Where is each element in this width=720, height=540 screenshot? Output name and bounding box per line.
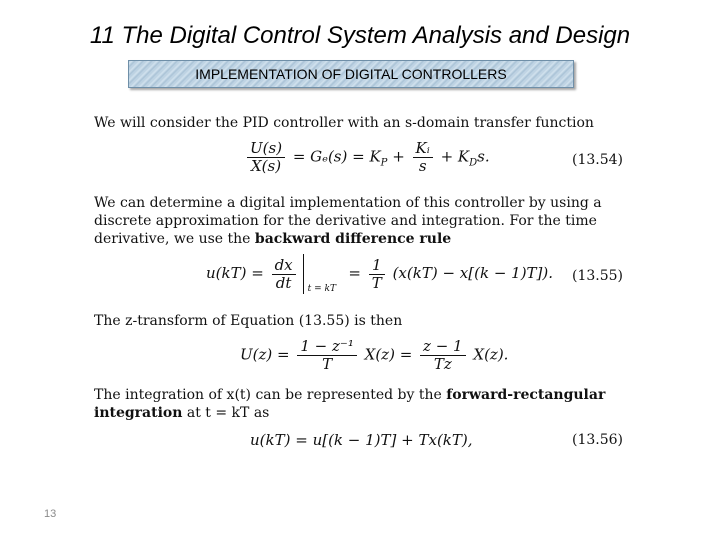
subscript-d: D: [469, 157, 478, 169]
fraction-numerator: Kᵢ: [413, 140, 433, 158]
slide-title: 11 The Digital Control System Analysis and Design: [89, 22, 631, 49]
fraction-1-minus-zinv-over-t: [297, 338, 356, 373]
page-number: 13: [44, 508, 57, 520]
equation-13-55: [206, 254, 553, 294]
equals-sign: =: [348, 264, 361, 282]
fraction-us-xs: [247, 140, 285, 175]
equation-z-transform: [240, 338, 508, 373]
section-banner: IMPLEMENTATION OF DIGITAL CONTROLLERS: [128, 60, 574, 88]
equation-number-13-56: (13.56): [572, 432, 624, 448]
paragraph-text-end: at t = kT as: [182, 405, 270, 421]
fraction-numerator: U(s): [247, 140, 285, 158]
equation-number-13-54: (13.54): [572, 152, 624, 168]
paragraph-z-transform: The z-transform of Equation (13.55) is then: [94, 313, 403, 329]
equation-lhs: u(kT) =: [206, 264, 264, 282]
fraction-numerator: 1 − z⁻¹: [297, 338, 356, 356]
fraction-denominator: Tz: [433, 355, 452, 373]
equation-kd: + K: [440, 147, 470, 166]
paragraph-text: The integration of x(t) can be represented by the: [94, 387, 447, 403]
bold-term-forward-rectangular: forward-rectangular integration: [94, 387, 606, 421]
equation-13-54: [244, 140, 490, 175]
fraction-numerator: 1: [369, 257, 385, 275]
fraction-denominator: T: [322, 355, 333, 373]
paragraph-text: We can determine a digital implementation of this controller by using a discrete approximation for the derivative and integration. For the time derivative, we use the: [94, 195, 602, 247]
equation-rhs: (x(kT) − x[(k − 1)T]).: [392, 264, 554, 282]
fraction-1-t: [369, 257, 385, 292]
fraction-denominator: X(s): [250, 157, 282, 175]
fraction-z-minus-1-over-tz: [420, 338, 466, 373]
fraction-numerator: dx: [272, 257, 296, 275]
fraction-numerator: z − 1: [420, 338, 466, 356]
evaluation-bar: [303, 254, 344, 294]
fraction-denominator: T: [371, 273, 382, 292]
equation-mid: X(z) =: [364, 345, 413, 364]
plus-sign: +: [392, 147, 405, 166]
equation-mid: = Gₑ(s) = K: [292, 147, 381, 166]
equation-lhs: U(z) =: [240, 345, 290, 364]
paragraph-digital-implementation: [94, 194, 634, 248]
fraction-dx-dt: [272, 257, 296, 292]
bold-term-backward-difference: backward difference rule: [254, 231, 452, 247]
paragraph-integration: [94, 386, 634, 422]
fraction-denominator: s: [418, 157, 427, 175]
fraction-ki-s: [413, 140, 433, 175]
equation-13-56: u(kT) = u[(k − 1)T] + Tx(kT),: [250, 431, 473, 449]
paragraph-intro: We will consider the PID controller with an s-domain transfer function: [94, 115, 594, 131]
equation-tail: s.: [477, 147, 490, 166]
fraction-denominator: dt: [275, 273, 292, 292]
evaluation-subscript: t = kT: [307, 284, 336, 294]
equation-tail: X(z).: [473, 345, 509, 364]
subscript-p: P: [380, 157, 388, 169]
equation-number-13-55: (13.55): [572, 268, 624, 284]
